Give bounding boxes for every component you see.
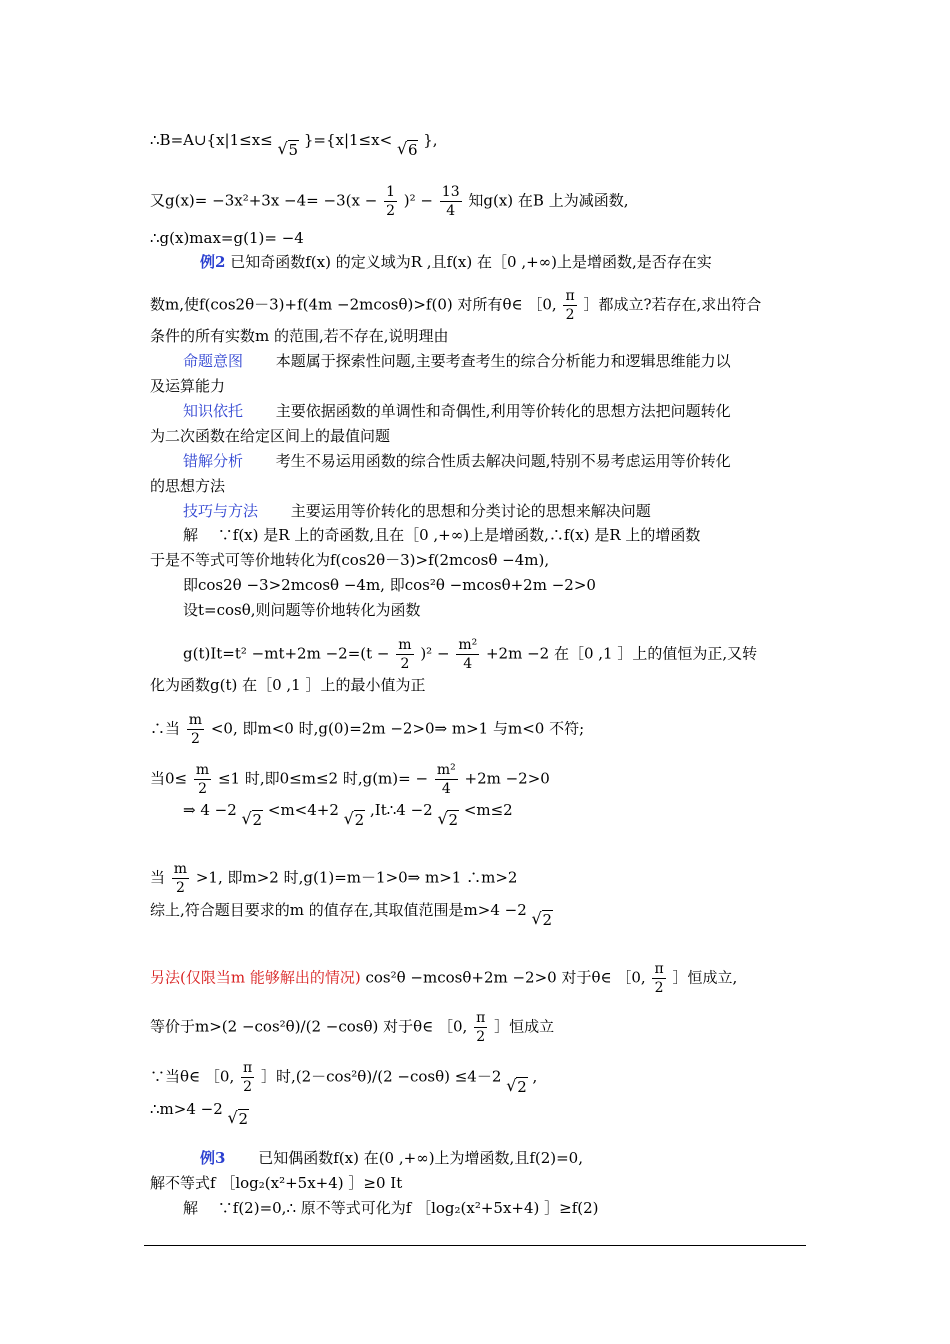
denominator: 2 (386, 203, 396, 219)
fraction (396, 636, 413, 673)
text: 主要运用等价转化的思想和分类讨论的思想来解决问题 (290, 502, 651, 520)
sqrt (506, 1077, 528, 1097)
line-10: 为二次函数在给定区间上的最值问题 (150, 427, 391, 445)
section-label: 错解分析 (183, 452, 244, 470)
denominator: 4 (441, 781, 451, 797)
line-6: 条件的所有实数m 的范围,若不存在,说明理由 (150, 327, 449, 345)
radicand: 2 (448, 811, 459, 829)
error-para (183, 451, 731, 471)
numerator: 13 (441, 184, 460, 200)
numerator: π (476, 1010, 486, 1026)
numerator: π (243, 1060, 253, 1076)
fraction (194, 761, 211, 798)
text: <m<4+2 (267, 801, 339, 819)
text: 考生不易运用函数的综合性质去解决问题,特别不易考虑运用等价转化 (275, 452, 731, 470)
line-16: 即cos2θ −3>2mcosθ −4m, 即cos²θ −mcosθ+2m −2>0 (183, 576, 596, 594)
section-label: 命题意图 (183, 352, 244, 370)
section-label: 知识依托 (183, 402, 244, 420)
text: ］时,(2－cos²θ)/(2 −cosθ) ≤4－2 (260, 1067, 502, 1086)
numerator: m² (458, 637, 478, 653)
line-1 (150, 130, 438, 160)
text: }={x|1≤x< (303, 131, 393, 149)
text: , (532, 1067, 538, 1086)
denominator: 4 (446, 203, 456, 219)
fraction (563, 287, 576, 324)
radicand: 6 (407, 141, 418, 159)
alternative-method (150, 960, 737, 997)
denominator: 2 (198, 781, 207, 797)
line-14: 解 ∵f(x) 是R 上的奇函数,且在［0 ,+∞)上是增函数,∴f(x) 是R 上的增函数 (183, 526, 701, 544)
denominator: 2 (243, 1079, 253, 1095)
denominator: 2 (565, 307, 575, 323)
numerator: 1 (386, 184, 396, 200)
fraction (652, 960, 665, 997)
line-23 (150, 860, 517, 897)
intent-para (183, 351, 731, 371)
text: 主要依据函数的单调性和奇偶性,利用等价转化的思想方法把问题转化 (275, 402, 731, 420)
text: )² − (420, 644, 450, 663)
knowledge-para (183, 401, 731, 421)
text: <0, 即m<0 时,g(0)=2m −2>0⇒ m>1 与m<0 不符; (210, 719, 585, 738)
denominator: 4 (463, 656, 473, 672)
text: 当 (150, 868, 166, 887)
line-12: 的思想方法 (150, 477, 226, 495)
line-31: 解 ∵f(2)=0,∴ 原不等式可化为f ［log₂(x²+5x+4) ］≥f(2) (183, 1199, 599, 1217)
line-19: 化为函数g(t) 在［0 ,1 ］上的最小值为正 (150, 676, 426, 694)
alt-label: 另法(仅限当m 能够解出的情况) (150, 968, 361, 987)
numerator: π (565, 288, 575, 304)
sqrt (278, 140, 300, 160)
text: ≤1 时,即0≤m≤2 时,g(m)= − (217, 769, 429, 788)
text: −3x²+3x −4= (212, 191, 319, 210)
line-15: 于是不等式可等价地转化为f(cos2θ－3)>f(2mcosθ −4m), (150, 551, 550, 569)
line-5 (150, 287, 761, 324)
numerator: m (188, 712, 203, 728)
text: ⇒ 4 −2 (183, 801, 237, 819)
text: 本题属于探索性问题,主要考查考生的综合分析能力和逻辑思维能力以 (275, 352, 731, 370)
line-2 (150, 183, 628, 220)
line-27 (150, 1059, 537, 1097)
sqrt (437, 810, 459, 830)
line-21 (150, 761, 550, 798)
radicand: 2 (238, 1110, 249, 1128)
line-30: 解不等式f ［log₂(x²+5x+4) ］≥0 Ⅰt (150, 1174, 403, 1192)
radicand: 5 (288, 141, 299, 159)
numerator: m (173, 861, 188, 877)
text: 综上,符合题目要求的m 的值存在,其取值范围是m>4 −2 (150, 901, 527, 919)
fraction (456, 636, 479, 673)
numerator: m² (436, 762, 456, 778)
denominator: 2 (190, 731, 200, 747)
example-label: 例3 (200, 1149, 226, 1167)
text: 已知偶函数f(x) 在(0 ,+∞)上为增函数,且f(2)=0, (258, 1149, 583, 1167)
line-8: 及运算能力 (150, 377, 226, 395)
text: )² − (403, 191, 433, 210)
sqrt (344, 810, 366, 830)
text: 当0≤ (150, 769, 188, 788)
text: 数m,使f(cos2θ－3)+f(4m −2mcosθ)>f(0) 对所有θ∈ ［0, (150, 295, 557, 314)
denominator: 2 (400, 656, 410, 672)
fraction (241, 1059, 254, 1096)
text: +2m −2>0 (464, 769, 550, 788)
text: 知g(x) 在B 上为减函数, (468, 191, 629, 210)
text: 等价于m>(2 −cos²θ)/(2 −cosθ) 对于θ∈ ［0, (150, 1017, 468, 1036)
fraction (172, 860, 189, 897)
text: 已知奇函数f(x) 的定义域为R ,且f(x) 在［0 ,+∞)上是增函数,是否存在实 (230, 253, 712, 271)
text: ］都成立?若存在,求出符合 (583, 295, 762, 314)
denominator: 2 (175, 880, 185, 896)
text: ,Ⅰt∴4 −2 (370, 801, 433, 819)
text: }, (423, 131, 438, 149)
radicand: 2 (542, 911, 553, 929)
technique-para (183, 501, 651, 521)
denominator: 2 (476, 1029, 486, 1045)
sqrt (397, 140, 419, 160)
line-17: 设t=cosθ,则问题等价地转化为函数 (183, 601, 421, 619)
text: cos²θ −mcosθ+2m −2>0 对于θ∈ ［0, (365, 968, 646, 987)
fraction (440, 183, 462, 220)
sqrt (532, 910, 554, 930)
text: 又g(x)= (150, 191, 208, 210)
numerator: m (195, 762, 210, 778)
text: >1, 即m>2 时,g(1)=m－1>0⇒ m>1 ∴m>2 (195, 868, 518, 887)
text: ∵当θ∈ ［0, (150, 1067, 235, 1086)
radicand: 2 (517, 1077, 527, 1096)
fraction (187, 711, 204, 748)
text: ∴当 (150, 719, 181, 738)
text: ∴m>4 −2 (150, 1100, 223, 1118)
line-26 (150, 1009, 554, 1046)
line-18 (183, 636, 757, 673)
text: g(t)Ⅰt=t² −mt+2m −2=(t − (183, 644, 390, 663)
text: ］恒成立 (494, 1017, 555, 1036)
numerator: π (654, 961, 664, 977)
line-20 (150, 711, 584, 748)
radicand: 2 (252, 811, 263, 829)
denominator: 2 (654, 980, 664, 996)
text: +2m −2 在［0 ,1 ］上的值恒为正,又转 (485, 644, 758, 663)
fraction (435, 761, 458, 798)
sqrt (228, 1109, 250, 1129)
text: −3(x (323, 191, 360, 210)
line-22 (183, 800, 513, 830)
line-28 (150, 1099, 249, 1129)
sqrt (242, 810, 264, 830)
example-3-heading (200, 1148, 583, 1168)
text: ］恒成立, (672, 968, 738, 987)
fraction (384, 183, 397, 220)
line-24 (150, 900, 553, 930)
text: ∴B=A∪{x|1≤x≤ (150, 131, 273, 149)
example-2-heading (200, 252, 712, 272)
text: <m≤2 (463, 801, 513, 819)
footer-divider (144, 1245, 806, 1246)
fraction (474, 1009, 487, 1046)
text: − (364, 191, 378, 210)
numerator: m (398, 637, 412, 653)
radicand: 2 (354, 811, 365, 829)
section-label: 技巧与方法 (183, 502, 259, 520)
line-3: ∴g(x)max=g(1)= −4 (150, 229, 304, 247)
example-label: 例2 (200, 253, 226, 271)
